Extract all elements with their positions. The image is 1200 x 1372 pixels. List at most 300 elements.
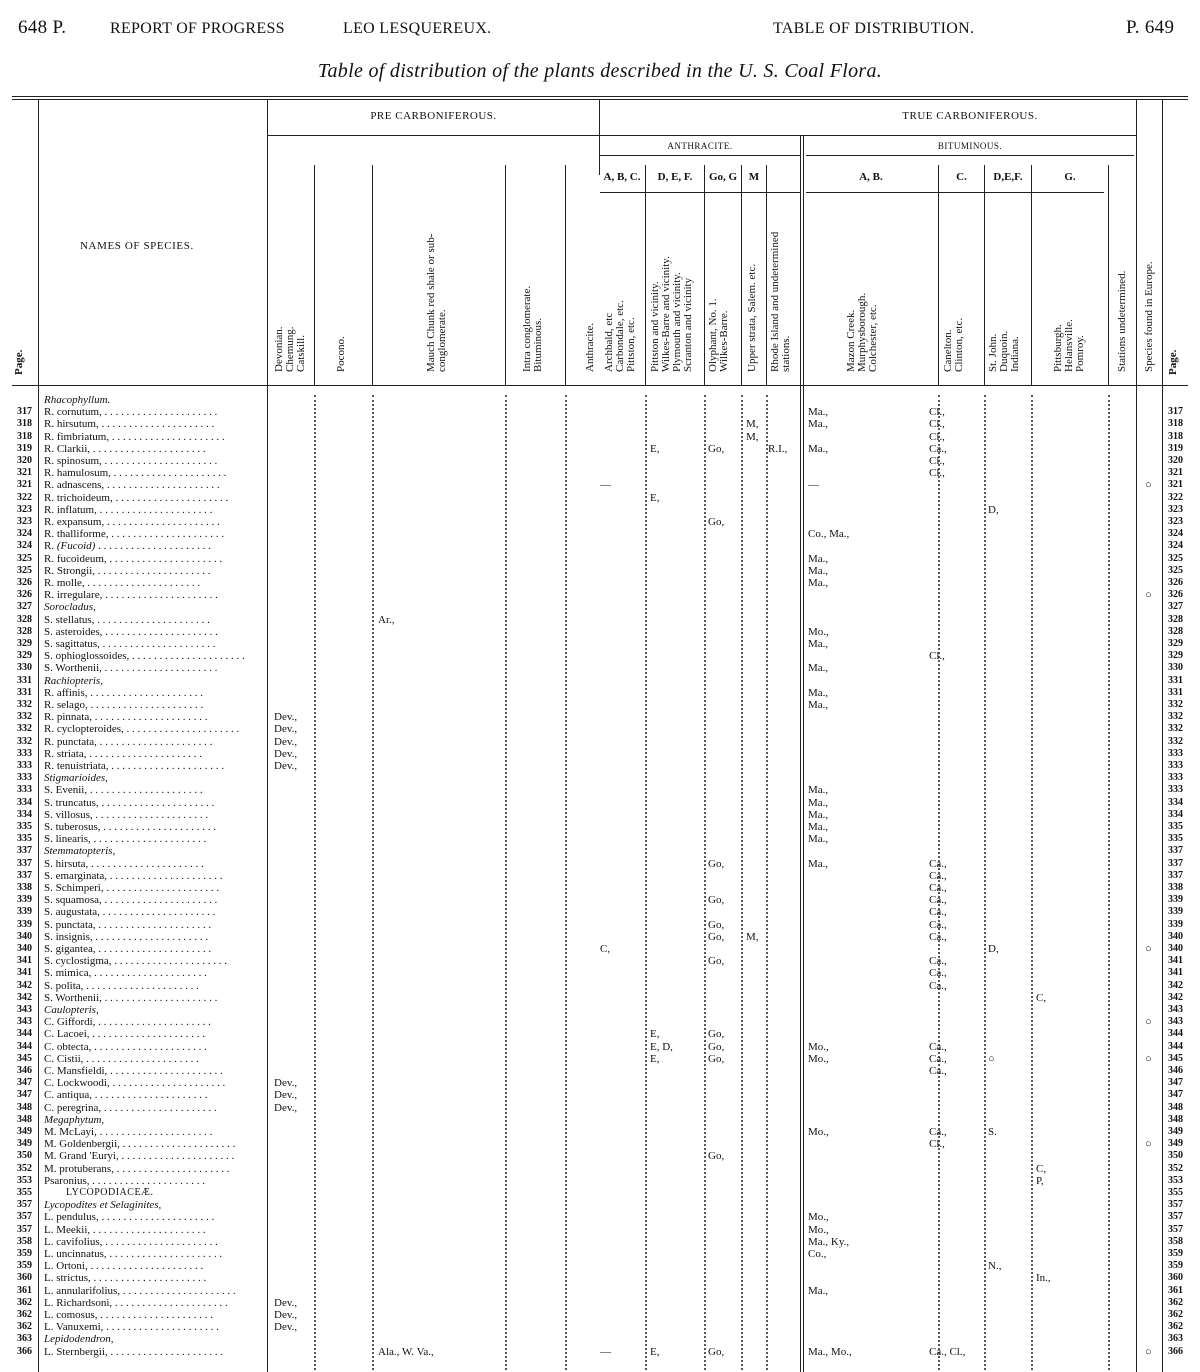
- species-name: M. protuberans, . . . . . . . . . . . . . . . . . . . . .: [44, 1162, 230, 1175]
- row-page-right: 344: [1168, 1040, 1183, 1052]
- row-page-right: 342: [1168, 979, 1183, 991]
- cell-mazon: Ma.,: [808, 638, 829, 650]
- subhead-c: C.: [956, 171, 967, 183]
- cell-devonian: Dev.,: [274, 1309, 298, 1321]
- row-page-left: 332: [17, 723, 32, 735]
- species-name: R. cornutum, . . . . . . . . . . . . . . . . . . . . .: [44, 406, 218, 419]
- table-row: [0, 760, 1200, 772]
- cell-canelton: Ca.,: [929, 930, 947, 943]
- row-page-right: 363: [1168, 1333, 1183, 1345]
- row-page-left: 326: [17, 577, 32, 588]
- species-name: Rachiopteris,: [44, 674, 103, 687]
- species-name: S. asteroides, . . . . . . . . . . . . . . . . . . . . .: [44, 625, 218, 638]
- row-page-left: 318: [17, 430, 32, 442]
- col-anthracite: Anthracite.: [584, 322, 596, 372]
- row-page-right: 332: [1168, 735, 1183, 747]
- table-row: [0, 504, 1200, 516]
- row-page-right: 339: [1168, 918, 1183, 930]
- row-page-right: 319: [1168, 442, 1183, 454]
- species-name: C. obtecta, . . . . . . . . . . . . . . . . . . . . .: [44, 1040, 207, 1053]
- table-row: [0, 1309, 1200, 1321]
- species-name: S. cyclostigma, . . . . . . . . . . . . . . . . . . . . .: [44, 955, 228, 968]
- anthracite-header: ANTHRACITE.: [667, 141, 733, 151]
- cell-devonian: Dev.,: [274, 760, 298, 772]
- table-row: [0, 1333, 1200, 1345]
- row-page-right: 362: [1168, 1296, 1183, 1308]
- row-page-left: 331: [17, 674, 32, 686]
- table-row: [0, 748, 1200, 760]
- species-name: R. expansum, . . . . . . . . . . . . . . . . . . . . .: [44, 516, 220, 528]
- cell-canelton: Ca.,: [929, 955, 947, 968]
- cell-devonian: Dev.,: [274, 747, 298, 760]
- col-canelton: Canelton. Clinton, etc.: [942, 317, 965, 372]
- row-page-right: 324: [1168, 528, 1183, 540]
- row-page-left: 322: [17, 491, 32, 503]
- species-name: S. tuberosus, . . . . . . . . . . . . . . . . . . . . .: [44, 821, 217, 833]
- cell-mazon: Mo.,: [808, 1211, 829, 1224]
- row-page-right: 346: [1168, 1065, 1183, 1076]
- row-page-right: 338: [1168, 882, 1183, 893]
- species-name: C. Lockwoodi, . . . . . . . . . . . . . . . . . . . . .: [44, 1077, 226, 1090]
- cell-canelton: Cl.,: [929, 650, 945, 663]
- row-page-left: 324: [17, 528, 32, 540]
- subhead-gog: Go, G: [708, 171, 738, 183]
- species-name: L. Richardsoni, . . . . . . . . . . . . . . . . . . . . .: [44, 1296, 228, 1309]
- table-row: [0, 601, 1200, 613]
- table-row: [0, 967, 1200, 979]
- cell-devonian: Dev.,: [274, 735, 298, 748]
- cell-olyphant: Go,: [708, 1345, 725, 1358]
- cell-europe: ○: [1145, 589, 1152, 602]
- table-row: [0, 980, 1200, 992]
- cell-canelton: Cl.,: [929, 455, 945, 467]
- cell-mauch: Ar.,: [378, 613, 395, 626]
- row-page-right: 318: [1168, 418, 1183, 430]
- cell-olyphant: Go,: [708, 918, 725, 931]
- subhead-ab: A, B.: [859, 171, 883, 183]
- cell-devonian: Dev.,: [274, 711, 298, 724]
- species-name: C. peregrina, . . . . . . . . . . . . . . . . . . . . .: [44, 1101, 217, 1114]
- row-page-left: 353: [17, 1174, 32, 1186]
- row-page-right: 321: [1168, 467, 1183, 479]
- species-name: S. truncatus, . . . . . . . . . . . . . . . . . . . . .: [44, 796, 215, 809]
- table-row: [0, 906, 1200, 918]
- table-row: [0, 589, 1200, 601]
- cell-pittston: E,: [650, 491, 660, 504]
- species-name: S. hirsuta, . . . . . . . . . . . . . . . . . . . . .: [44, 857, 204, 870]
- cell-olyphant: Go,: [708, 442, 725, 455]
- cell-canelton: Cl.,: [929, 1138, 945, 1151]
- row-page-right: 348: [1168, 1101, 1183, 1113]
- cell-rhode: R.I.,: [768, 442, 788, 455]
- row-page-left: 359: [17, 1248, 32, 1259]
- species-name: S. Worthenii, . . . . . . . . . . . . . . . . . . . . .: [44, 991, 218, 1004]
- row-page-left: 328: [17, 613, 32, 625]
- cell-mazon: Ma.,: [808, 418, 829, 431]
- table-row: [0, 784, 1200, 796]
- row-page-right: 326: [1168, 589, 1183, 601]
- row-page-right: 325: [1168, 552, 1183, 564]
- row-page-left: 332: [17, 735, 32, 747]
- cell-canelton: Cl.,: [929, 418, 945, 431]
- species-name: C. Lacoei, . . . . . . . . . . . . . . . . . . . . .: [44, 1028, 206, 1041]
- table-row: [0, 772, 1200, 784]
- species-name: L. annularifolius, . . . . . . . . . . . . . . . . . . . . .: [44, 1284, 236, 1297]
- cell-mazon: Mo.,: [808, 1040, 829, 1053]
- species-name: S. stellatus, . . . . . . . . . . . . . . . . . . . . .: [44, 613, 210, 626]
- row-page-left: 338: [17, 882, 32, 893]
- cell-olyphant: Go,: [708, 857, 725, 870]
- row-page-right: 337: [1168, 857, 1183, 869]
- col-pittston: Pittston and vicinity. Wilkes-Barre and vicinity. Plymouth and vicinity. Scranton and vicinity: [649, 256, 694, 372]
- row-page-left: 349: [17, 1126, 32, 1137]
- cell-mazon: Mo.,: [808, 1052, 829, 1065]
- species-name: R. hirsutum, . . . . . . . . . . . . . . . . . . . . .: [44, 418, 215, 431]
- row-page-left: 329: [17, 650, 32, 662]
- table-row: [0, 736, 1200, 748]
- cell-mazon: Mo.,: [808, 1126, 829, 1138]
- row-page-left: 344: [17, 1028, 32, 1040]
- cell-canelton: Ca.,: [929, 967, 947, 980]
- report-title: REPORT OF PROGRESS: [110, 20, 285, 37]
- cell-pittston: E,: [650, 1052, 660, 1065]
- table-row: [0, 1248, 1200, 1260]
- table-row: [0, 1138, 1200, 1150]
- table-row: [0, 955, 1200, 967]
- row-page-left: 334: [17, 808, 32, 820]
- species-name: R. selago, . . . . . . . . . . . . . . . . . . . . .: [44, 699, 204, 711]
- col-intra-conglomerate: Intra conglomerate. Bituminous.: [521, 285, 544, 372]
- right-page-number: P. 649: [1126, 17, 1175, 38]
- cell-pittston: E,: [650, 1345, 660, 1358]
- cell-stjohn: N.,: [988, 1260, 1002, 1273]
- table-row: [0, 1297, 1200, 1309]
- row-page-right: 341: [1168, 955, 1183, 967]
- cell-pittston: E, D,: [650, 1040, 673, 1053]
- species-name: R. irregulare, . . . . . . . . . . . . . . . . . . . . .: [44, 589, 218, 602]
- col-species-europe: Species found in Europe.: [1143, 261, 1155, 372]
- species-name: M. McLayi, . . . . . . . . . . . . . . . . . . . . .: [44, 1126, 213, 1138]
- cell-mazon: Ma.,: [808, 857, 829, 870]
- table-row: [0, 455, 1200, 467]
- row-page-right: 321: [1168, 479, 1183, 491]
- table-row: [0, 675, 1200, 687]
- row-page-right: 332: [1168, 699, 1183, 710]
- row-page-left: 329: [17, 638, 32, 649]
- row-page-right: 326: [1168, 577, 1183, 588]
- row-page-right: 350: [1168, 1150, 1183, 1162]
- species-name: S. augustata, . . . . . . . . . . . . . . . . . . . . .: [44, 906, 216, 919]
- cell-mazon: Ma.,: [808, 662, 829, 675]
- species-name: L. comosus, . . . . . . . . . . . . . . . . . . . . .: [44, 1309, 213, 1321]
- species-name: L. uncinnatus, . . . . . . . . . . . . . . . . . . . . .: [44, 1248, 223, 1260]
- cell-olyphant: Go,: [708, 516, 725, 528]
- row-page-left: 334: [17, 796, 32, 808]
- subhead-m: M: [748, 171, 760, 183]
- row-page-left: 327: [17, 601, 32, 613]
- cell-canelton: Ca.,: [929, 1126, 947, 1138]
- row-page-left: 326: [17, 589, 32, 601]
- species-name: R. spinosum, . . . . . . . . . . . . . . . . . . . . .: [44, 455, 218, 467]
- row-page-left: 339: [17, 894, 32, 906]
- species-name: C. Mansfieldi, . . . . . . . . . . . . . . . . . . . . .: [44, 1065, 223, 1077]
- species-name: LYCOPODIACEÆ.: [66, 1187, 154, 1198]
- row-page-right: 317: [1168, 406, 1183, 418]
- species-name: S. punctata, . . . . . . . . . . . . . . . . . . . . .: [44, 918, 212, 931]
- species-name: L. pendulus, . . . . . . . . . . . . . . . . . . . . .: [44, 1211, 215, 1224]
- table-row: [0, 1285, 1200, 1297]
- row-page-right: 339: [1168, 906, 1183, 918]
- table-row: [0, 1041, 1200, 1053]
- col-rhode-island: Rhode Island and undetermined stations.: [769, 231, 792, 372]
- cell-canelton: Ca.,: [929, 894, 947, 907]
- row-page-left: 318: [17, 418, 32, 430]
- col-archbald: Archbald, etc Carbondale, etc. Pittston, etc.: [603, 300, 637, 372]
- row-page-right: 329: [1168, 638, 1183, 649]
- row-page-left: 337: [17, 857, 32, 869]
- table-row: [0, 992, 1200, 1004]
- cell-canelton: Cl.,: [929, 406, 945, 419]
- row-page-right: 327: [1168, 601, 1183, 613]
- table-row: [0, 870, 1200, 882]
- cell-mazon: Ma.,: [808, 1284, 829, 1297]
- cell-mazon: Co., Ma.,: [808, 528, 850, 541]
- row-page-left: 352: [17, 1162, 32, 1174]
- cell-canelton: Ca.,: [929, 1040, 947, 1053]
- row-page-right: 353: [1168, 1174, 1183, 1186]
- cell-olyphant: Go,: [708, 1052, 725, 1065]
- row-page-left: 323: [17, 516, 32, 527]
- species-name: C. Cistii, . . . . . . . . . . . . . . . . . . . . .: [44, 1052, 199, 1065]
- row-page-left: 363: [17, 1333, 32, 1345]
- row-page-right: 333: [1168, 772, 1183, 784]
- table-row: [0, 406, 1200, 418]
- cell-mazon: Ma.,: [808, 699, 829, 711]
- row-page-left: 347: [17, 1077, 32, 1089]
- row-page-right: 337: [1168, 869, 1183, 881]
- row-page-right: 357: [1168, 1223, 1183, 1235]
- table-row: [0, 431, 1200, 443]
- table-row: [0, 1150, 1200, 1162]
- row-page-left: 333: [17, 747, 32, 759]
- table-row: [0, 492, 1200, 504]
- cell-upper: M,: [746, 418, 759, 431]
- table-row: [0, 882, 1200, 894]
- row-page-right: 332: [1168, 711, 1183, 723]
- cell-archbald: C,: [600, 943, 611, 955]
- row-page-left: 343: [17, 1016, 32, 1028]
- cell-olyphant: Go,: [708, 930, 725, 943]
- table-row: [0, 711, 1200, 723]
- row-page-right: 325: [1168, 564, 1183, 576]
- row-page-left: 319: [17, 442, 32, 454]
- table-row: [0, 1175, 1200, 1187]
- row-page-left: 355: [17, 1187, 32, 1198]
- table-row: [0, 1260, 1200, 1272]
- row-page-right: 331: [1168, 674, 1183, 686]
- table-row: [0, 845, 1200, 857]
- table-row: [0, 418, 1200, 430]
- cell-pittsburgh: C,: [1036, 1162, 1047, 1175]
- row-page-left: 337: [17, 869, 32, 881]
- row-page-left: 340: [17, 930, 32, 942]
- row-page-left: 324: [17, 540, 32, 552]
- species-name: S. polita, . . . . . . . . . . . . . . . . . . . . .: [44, 979, 199, 992]
- cell-mazon: Mo.,: [808, 1223, 829, 1236]
- table-row: [0, 723, 1200, 735]
- table-row: [0, 516, 1200, 528]
- col-mazon-creek: Mazon Creek. Murphysborough. Colchester, etc.: [845, 292, 879, 372]
- table-title: Table of distribution of the plants described in the U. S. Coal Flora.: [317, 60, 883, 82]
- cell-europe: ○: [1145, 1016, 1152, 1029]
- row-page-left: 331: [17, 686, 32, 698]
- row-page-right: 322: [1168, 491, 1183, 503]
- table-row: [0, 1065, 1200, 1077]
- species-name: S. gigantea, . . . . . . . . . . . . . . . . . . . . .: [44, 943, 212, 955]
- row-page-right: 332: [1168, 723, 1183, 735]
- row-page-left: 361: [17, 1284, 32, 1296]
- row-page-right: 339: [1168, 894, 1183, 906]
- row-page-left: 325: [17, 552, 32, 564]
- cell-pittston: E,: [650, 1028, 660, 1041]
- table-row: [0, 394, 1200, 406]
- author-name: LEO LESQUEREUX.: [343, 20, 492, 37]
- row-page-left: 321: [17, 467, 32, 479]
- species-name: S. emarginata, . . . . . . . . . . . . . . . . . . . . .: [44, 869, 223, 882]
- row-page-right: 344: [1168, 1028, 1183, 1040]
- table-row: [0, 443, 1200, 455]
- col-pocono: Pocono.: [335, 336, 347, 372]
- table-row: [0, 1102, 1200, 1114]
- cell-canelton: Cl.,: [929, 430, 945, 443]
- table-row: [0, 479, 1200, 491]
- species-name: Stigmarioides,: [44, 772, 108, 785]
- row-page-right: 362: [1168, 1321, 1183, 1333]
- cell-devonian: Dev.,: [274, 1077, 298, 1090]
- subhead-def2: D,E,F.: [993, 171, 1023, 183]
- row-page-right: 343: [1168, 1004, 1183, 1015]
- cell-mazon: Ma.,: [808, 552, 829, 565]
- species-name: L. Vanuxemi, . . . . . . . . . . . . . . . . . . . . .: [44, 1321, 219, 1334]
- row-page-right: 333: [1168, 784, 1183, 796]
- col-pittsburgh: Pittsburgh. Helansville. Pomroy.: [1052, 319, 1086, 372]
- species-name: R. inflatum, . . . . . . . . . . . . . . . . . . . . .: [44, 503, 213, 516]
- table-row: [0, 858, 1200, 870]
- row-page-right: 366: [1168, 1345, 1183, 1357]
- species-name: R. fucoideum, . . . . . . . . . . . . . . . . . . . . .: [44, 552, 223, 565]
- row-page-left: 339: [17, 906, 32, 918]
- row-page-right: 334: [1168, 808, 1183, 820]
- row-page-right: 334: [1168, 796, 1183, 808]
- table-row: [0, 1053, 1200, 1065]
- row-page-left: 333: [17, 760, 32, 771]
- cell-upper: M,: [746, 930, 759, 943]
- row-page-right: 328: [1168, 613, 1183, 625]
- species-name: C. Giffordi, . . . . . . . . . . . . . . . . . . . . .: [44, 1016, 211, 1029]
- cell-devonian: Dev.,: [274, 1089, 298, 1102]
- species-name: S. linearis, . . . . . . . . . . . . . . . . . . . . .: [44, 833, 207, 846]
- table-row: [0, 467, 1200, 479]
- species-name: L. strictus, . . . . . . . . . . . . . . . . . . . . .: [44, 1272, 207, 1285]
- row-page-left: 348: [17, 1101, 32, 1113]
- cell-upper: M,: [746, 430, 759, 443]
- cell-devonian: Dev.,: [274, 723, 298, 736]
- row-page-left: 366: [17, 1345, 32, 1357]
- row-page-left: 346: [17, 1065, 32, 1076]
- row-page-left: 345: [17, 1052, 32, 1064]
- page-column-header-left: Page.: [13, 349, 25, 375]
- row-page-right: 357: [1168, 1199, 1183, 1211]
- cell-canelton: Ca.,: [929, 1052, 947, 1065]
- row-page-left: 362: [17, 1296, 32, 1308]
- species-name: R. punctata, . . . . . . . . . . . . . . . . . . . . .: [44, 735, 213, 748]
- row-page-right: 323: [1168, 503, 1183, 515]
- table-row: [0, 931, 1200, 943]
- row-page-left: 323: [17, 503, 32, 515]
- table-row: [0, 821, 1200, 833]
- cell-canelton: Ca.,: [929, 857, 947, 870]
- cell-mazon: Co.,: [808, 1248, 827, 1260]
- table-row: [0, 577, 1200, 589]
- cell-mazon: Ma.,: [808, 564, 829, 577]
- species-name: Lycopodites et Selaginites,: [44, 1199, 162, 1212]
- table-row: [0, 1321, 1200, 1333]
- species-name: Rhacophyllum.: [44, 394, 111, 406]
- cell-stjohn: S.: [988, 1126, 997, 1138]
- cell-pittsburgh: C,: [1036, 991, 1047, 1004]
- cell-stjohn: D,: [988, 503, 999, 516]
- names-of-species-header: NAMES OF SPECIES.: [80, 240, 194, 252]
- cell-mazon: Ma.,: [808, 784, 829, 797]
- row-page-left: 321: [17, 479, 32, 491]
- row-page-left: 357: [17, 1211, 32, 1223]
- species-name: Megaphytum,: [44, 1113, 105, 1126]
- species-name: R. hamulosum, . . . . . . . . . . . . . . . . . . . . .: [44, 467, 227, 480]
- row-page-left: 348: [17, 1113, 32, 1125]
- cell-canelton: Ca.,: [929, 979, 947, 992]
- table-row: [0, 1199, 1200, 1211]
- cell-archbald: —: [600, 479, 611, 492]
- species-name: S. squamosa, . . . . . . . . . . . . . . . . . . . . .: [44, 894, 218, 907]
- row-page-right: 345: [1168, 1052, 1183, 1064]
- table-row: [0, 553, 1200, 565]
- species-name: R. molle, . . . . . . . . . . . . . . . . . . . . .: [44, 577, 201, 589]
- col-olyphant: Olyphant, No. 1. Wilkes-Barre.: [707, 298, 730, 372]
- row-page-left: 337: [17, 845, 32, 857]
- table-row: [0, 1016, 1200, 1028]
- table-row: [0, 1126, 1200, 1138]
- row-page-right: 357: [1168, 1211, 1183, 1223]
- row-page-left: 357: [17, 1199, 32, 1211]
- cell-mazon: Ma.,: [808, 577, 829, 589]
- species-name: S. Evenii, . . . . . . . . . . . . . . . . . . . . .: [44, 784, 203, 797]
- cell-europe: ○: [1145, 943, 1152, 955]
- species-name: R. fimbriatum, . . . . . . . . . . . . . . . . . . . . .: [44, 430, 225, 443]
- cell-europe: ○: [1145, 1345, 1152, 1358]
- row-page-left: 332: [17, 699, 32, 710]
- row-page-right: 340: [1168, 930, 1183, 942]
- row-page-left: 317: [17, 406, 32, 418]
- species-name: R. adnascens, . . . . . . . . . . . . . . . . . . . . .: [44, 479, 220, 492]
- cell-canelton: Ca.,: [929, 869, 947, 882]
- table-row: [0, 833, 1200, 845]
- species-name: M. Grand 'Euryi, . . . . . . . . . . . . . . . . . . . . .: [44, 1150, 235, 1163]
- row-page-right: 359: [1168, 1260, 1183, 1272]
- row-page-right: 330: [1168, 662, 1183, 674]
- species-name: S. villosus, . . . . . . . . . . . . . . . . . . . . .: [44, 808, 209, 821]
- table-row: [0, 1163, 1200, 1175]
- row-page-right: 320: [1168, 455, 1183, 466]
